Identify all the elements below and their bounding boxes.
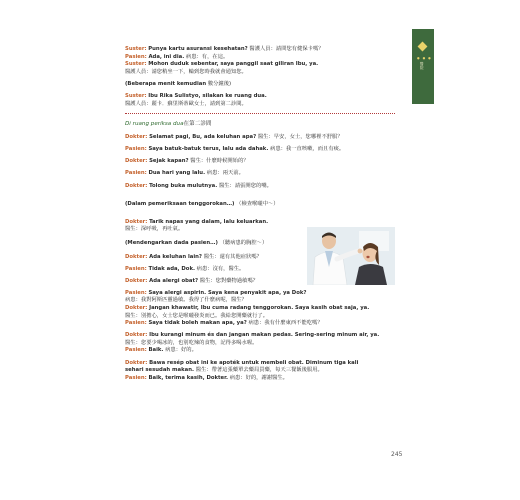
speaker-label: Dokter: [125,332,148,339]
note-chinese: 數分鐘後) [207,80,232,87]
dialogue-content [125,46,395,382]
chinese-text: 醫生：早安，女士，您哪裡不舒服？ [257,134,343,141]
section-divider [125,113,395,114]
indonesian-text: sehari sesudah makan. [125,367,194,374]
indonesian-text: Dua hari yang lalu. [148,170,206,177]
speaker-label: Pasien: [125,170,147,177]
stage-note [125,201,395,209]
dialogue-line [125,146,395,154]
chinese-text: 醫護人員：請問您有健保卡嗎？ [249,46,324,52]
speaker-label: Dokter: [125,158,148,165]
dialogue-line [125,183,395,191]
stage-note [125,81,395,89]
speaker-label: Dokter: [125,359,148,366]
dialogue-line [125,305,395,313]
indonesian-text: Saya alergi aspirin. Saya kena penyakit apa, ya Dok? [148,289,307,296]
heading-indonesian: Di ruang periksa dua [125,121,184,128]
dialogue-line [125,134,395,142]
speaker-label: Suster: [125,92,147,99]
dialogue-line [125,375,395,383]
speaker-label: Suster: [125,61,147,68]
tab-dots: ● ● ● [417,56,432,60]
dialogue-line [125,347,395,355]
speaker-label: Suster: [125,46,147,52]
chinese-text: 醫生：還有其他症狀嗎？ [203,253,262,260]
chinese-text: 病患：沒有，醫生。 [196,265,245,272]
chinese-text: 醫生：帶著這張藥單去藥局買藥，每天三餐飯後服用。 [195,367,323,374]
chinese-line: 病患：我對阿斯匹靈過敏。我得了什麼病呢，醫生？ [125,297,247,304]
chinese-line: 醫生：您要少喝冰的，也別吃辣的食物，記得多喝水喔。 [125,339,258,346]
speaker-label: Pasien: [125,146,147,153]
chinese-text: 病患：我一直咳嗽，而且有痰。 [270,146,345,153]
chinese-line: 醫生：深呼吸，再吐氣。 [125,226,184,233]
speaker-label: Pasien: [125,289,147,296]
chinese-text: 病患：我有什麼東西不能吃嗎？ [248,320,323,327]
indonesian-text: Ada, ini dia. [148,53,185,60]
chinese-text: 醫生：請張開您的嘴。 [218,182,272,189]
dialogue-line [125,54,395,62]
indonesian-text: Ibu kurangi minum és dan jangan makan pedas. Sering-sering minum air, ya. [149,332,380,339]
dialogue-line [125,158,395,166]
note-chinese: （聽病患的胸腔～） [219,239,268,246]
doctor-patient-illustration [307,227,395,285]
tab-label: 醫院 [420,62,424,70]
speaker-label: Pasien: [125,53,147,60]
dialogue-line [125,332,395,340]
note-indonesian: (Dalam pemeriksaan tenggorokan…) [125,200,235,207]
indonesian-text: Saya tidak boleh makan apa, ya? [148,320,247,327]
dialogue-line [125,360,395,368]
indonesian-text: Sejak kapan? [149,158,189,165]
speaker-label: Pasien: [125,374,147,381]
speaker-label: Dokter: [125,134,148,141]
dialogue-line [125,170,395,178]
indonesian-text: Ada keluhan lain? [149,253,202,260]
diamond-icon [418,42,428,52]
chinese-text: 醫生：什麼時候開始的？ [190,158,249,165]
speaker-label: Pasien: [125,265,147,272]
dialogue-line [125,61,395,69]
indonesian-text: Ibu Rika Sulistyo, silakan ke ruang dua. [148,92,267,99]
chinese-text: 病患：好的。 [165,347,197,354]
dialogue-line [125,46,395,54]
chinese-line: 醫護人員：請您稍坐一下，輪到您時我就會通知您。 [125,68,247,75]
chinese-line: 醫生：別擔心，女士您是喉嚨發炎而已。我給您開藥就行了。 [125,312,269,319]
indonesian-text: Bawa resép obat ini ke apoték untuk membeli obat. Diminum tiga kali [149,359,359,366]
section-heading [125,120,395,128]
indonesian-text: Baik. [148,347,164,354]
indonesian-text: Baik, terima kasih, Dokter. [148,374,228,381]
speaker-label: Dokter: [125,182,148,189]
speaker-label: Pasien: [125,347,147,354]
speaker-label: Dokter: [125,218,148,225]
note-indonesian: (Mendengarkan dada pasien…) [125,239,218,246]
indonesian-text: Punya kartu asuransi kesehatan? [148,46,248,52]
heading-chinese: 在第二診間 [183,121,212,128]
speaker-label: Dokter: [125,304,148,311]
chinese-line: 醫護人員：麗卡．蘇里斯蒂歐女士，請到第二診間。 [125,100,247,107]
note-indonesian: (Beberapa menit kemudian [125,80,207,87]
chapter-side-tab [412,29,434,104]
dialogue-line [125,367,395,375]
chinese-text: 病患：兩天前。 [206,170,244,177]
indonesian-text: Tolong buka mulutnya. [149,182,218,189]
indonesian-text: Jangan khawatir, Ibu cuma radang tenggorokan. Saya kasih obat saja, ya. [149,304,370,311]
dialogue-line [125,320,395,328]
indonesian-text: Tarik napas yang dalam, lalu keluarkan. [149,218,269,225]
indonesian-text: Selamat pagi, Bu, ada keluhan apa? [149,134,257,141]
indonesian-text: Tidak ada, Dok. [148,265,195,272]
speaker-label: Pasien: [125,320,147,327]
indonesian-text: Ada alergi obat? [149,277,199,284]
chinese-text: 醫生：您對藥物過敏嗎？ [199,277,259,284]
speaker-label: Dokter: [125,277,148,284]
note-chinese: （檢查喉嚨中～） [236,200,279,207]
dialogue-line [125,93,395,101]
doctor-examining-patient-photo [307,227,395,285]
indonesian-text: Saya batuk-batuk terus, lalu ada dahak. [148,146,269,153]
indonesian-text: Mohon duduk sebentar, saya panggil saat giliran Ibu, ya. [148,61,319,68]
chinese-text: 病患：有，在這。 [185,53,229,60]
chinese-text: 病患：好的，謝謝醫生。 [229,374,288,381]
speaker-label: Dokter: [125,253,148,260]
page-number: 245 [391,451,403,458]
